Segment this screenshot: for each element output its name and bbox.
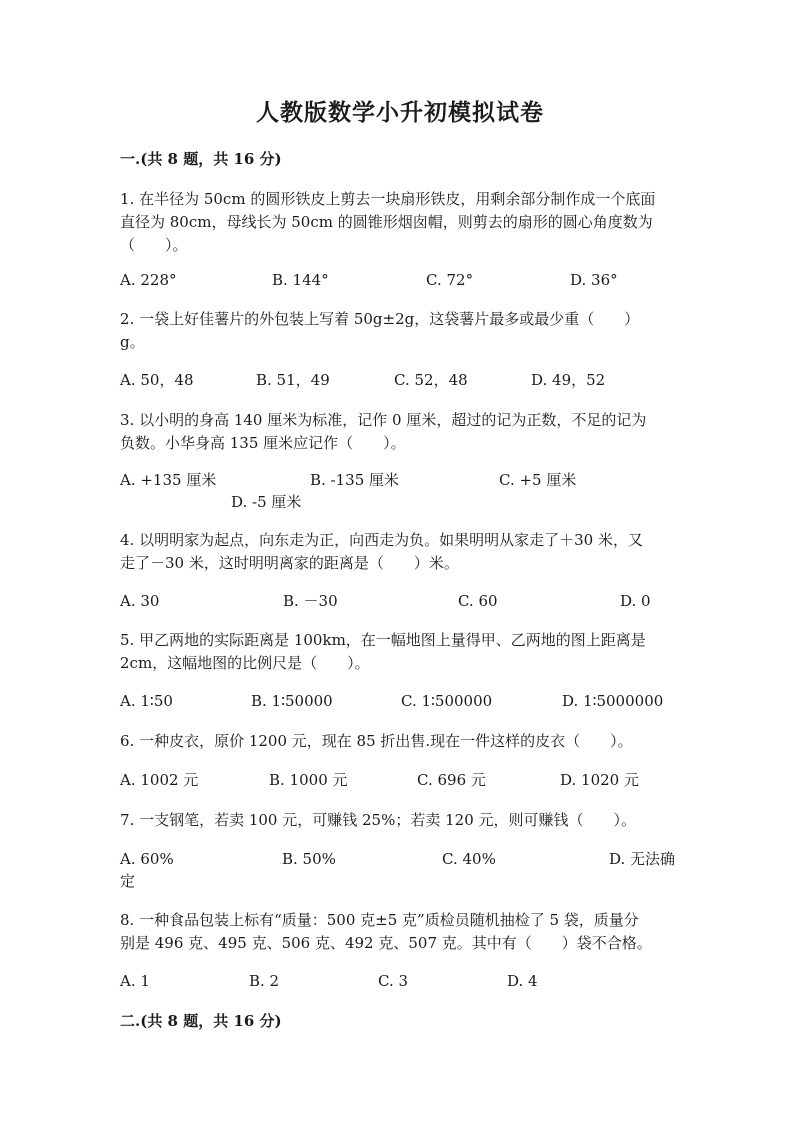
question-6-options (120, 769, 680, 793)
question-text-line: 负数。小华身高 135 厘米应记作（ ）。 (120, 434, 406, 452)
option-b: B. 1000 元 (269, 771, 348, 789)
option-a: A. 1 (120, 972, 150, 990)
question-1 (120, 188, 680, 257)
option-c: C. 3 (378, 972, 409, 990)
question-2-options (120, 369, 680, 393)
option-a: A. 1002 元 (120, 771, 199, 789)
option-d: D. 无法确 (609, 850, 676, 868)
option-a: A. 228° (120, 271, 177, 289)
option-b: B. 50% (282, 850, 336, 868)
question-text-line: g。 (120, 333, 145, 351)
option-c: C. 52，48 (394, 371, 468, 389)
question-8 (120, 909, 680, 955)
question-4 (120, 529, 680, 575)
question-text-line: （ ）。 (120, 236, 188, 254)
section-heading-2: 二.(共 8 题，共 16 分) (120, 1012, 282, 1030)
option-d-continued: 定 (120, 872, 136, 890)
option-d: D. 0 (620, 592, 651, 610)
option-a: A. 30 (120, 592, 160, 610)
option-d: D. 49，52 (531, 371, 606, 389)
option-b: B. 2 (249, 972, 280, 990)
question-text-line: 别是 496 克、495 克、506 克、492 克、507 克。其中有（ ）袋不合格。 (120, 934, 652, 952)
question-3 (120, 409, 680, 455)
question-2 (120, 308, 680, 354)
option-d: D. -5 厘米 (231, 493, 302, 511)
option-c: C. 60 (458, 592, 498, 610)
section-heading-1: 一.(共 8 题，共 16 分) (120, 150, 282, 168)
question-3-options (120, 469, 680, 517)
question-text-line: 1. 在半径为 50cm 的圆形铁皮上剪去一块扇形铁皮，用剩余部分制作成一个底面 (120, 190, 656, 208)
option-d: D. 1020 元 (560, 771, 639, 789)
option-a: A. 50，48 (120, 371, 194, 389)
question-7 (120, 809, 680, 832)
option-c: C. 72° (426, 271, 474, 289)
option-b: B. 144° (272, 271, 329, 289)
question-5-options (120, 690, 680, 714)
option-a: A. 60% (120, 850, 174, 868)
option-b: B. －30 (283, 592, 338, 610)
question-text-line: 4. 以明明家为起点，向东走为正，向西走为负。如果明明从家走了＋30 米，又 (120, 531, 643, 549)
option-b: B. -135 厘米 (310, 471, 400, 489)
question-5 (120, 629, 680, 675)
question-8-options (120, 970, 680, 994)
question-text-line: 2. 一袋上好佳薯片的外包装上写着 50g±2g，这袋薯片最多或最少重（ ） (120, 310, 640, 328)
question-7-options (120, 848, 680, 896)
option-c: C. 40% (442, 850, 496, 868)
question-text-line: 3. 以小明的身高 140 厘米为标准，记作 0 厘米，超过的记为正数，不足的记为 (120, 411, 647, 429)
question-text-line: 直径为 80cm，母线长为 50cm 的圆锥形烟囱帽，则剪去的扇形的圆心角度数为 (120, 213, 653, 231)
option-a: A. 1∶50 (120, 692, 173, 710)
option-b: B. 51，49 (256, 371, 330, 389)
question-4-options (120, 590, 680, 614)
question-text-line: 6. 一种皮衣，原价 1200 元，现在 85 折出售.现在一件这样的皮衣（ ）。 (120, 732, 633, 750)
option-c: C. 696 元 (417, 771, 486, 789)
question-1-options (120, 269, 680, 293)
option-d: D. 36° (570, 271, 618, 289)
option-c: C. 1∶500000 (401, 692, 493, 710)
question-text-line: 2cm，这幅地图的比例尺是（ ）。 (120, 654, 370, 672)
option-b: B. 1∶50000 (251, 692, 333, 710)
option-c: C. +5 厘米 (499, 471, 577, 489)
question-text-line: 8. 一种食品包装上标有“质量：500 克±5 克”质检员随机抽检了 5 袋，质量分 (120, 911, 639, 929)
question-text-line: 走了－30 米，这时明明离家的距离是（ ）米。 (120, 554, 459, 572)
page-title: 人教版数学小升初模拟试卷 (256, 99, 544, 126)
question-text-line: 5. 甲乙两地的实际距离是 100km，在一幅地图上量得甲、乙两地的图上距离是 (120, 631, 646, 649)
option-a: A. +135 厘米 (120, 471, 217, 489)
option-d: D. 1∶5000000 (562, 692, 664, 710)
option-d: D. 4 (507, 972, 538, 990)
question-text-line: 7. 一支钢笔，若卖 100 元，可赚钱 25%；若卖 120 元，则可赚钱（ ）。 (120, 811, 637, 829)
question-6 (120, 730, 680, 753)
